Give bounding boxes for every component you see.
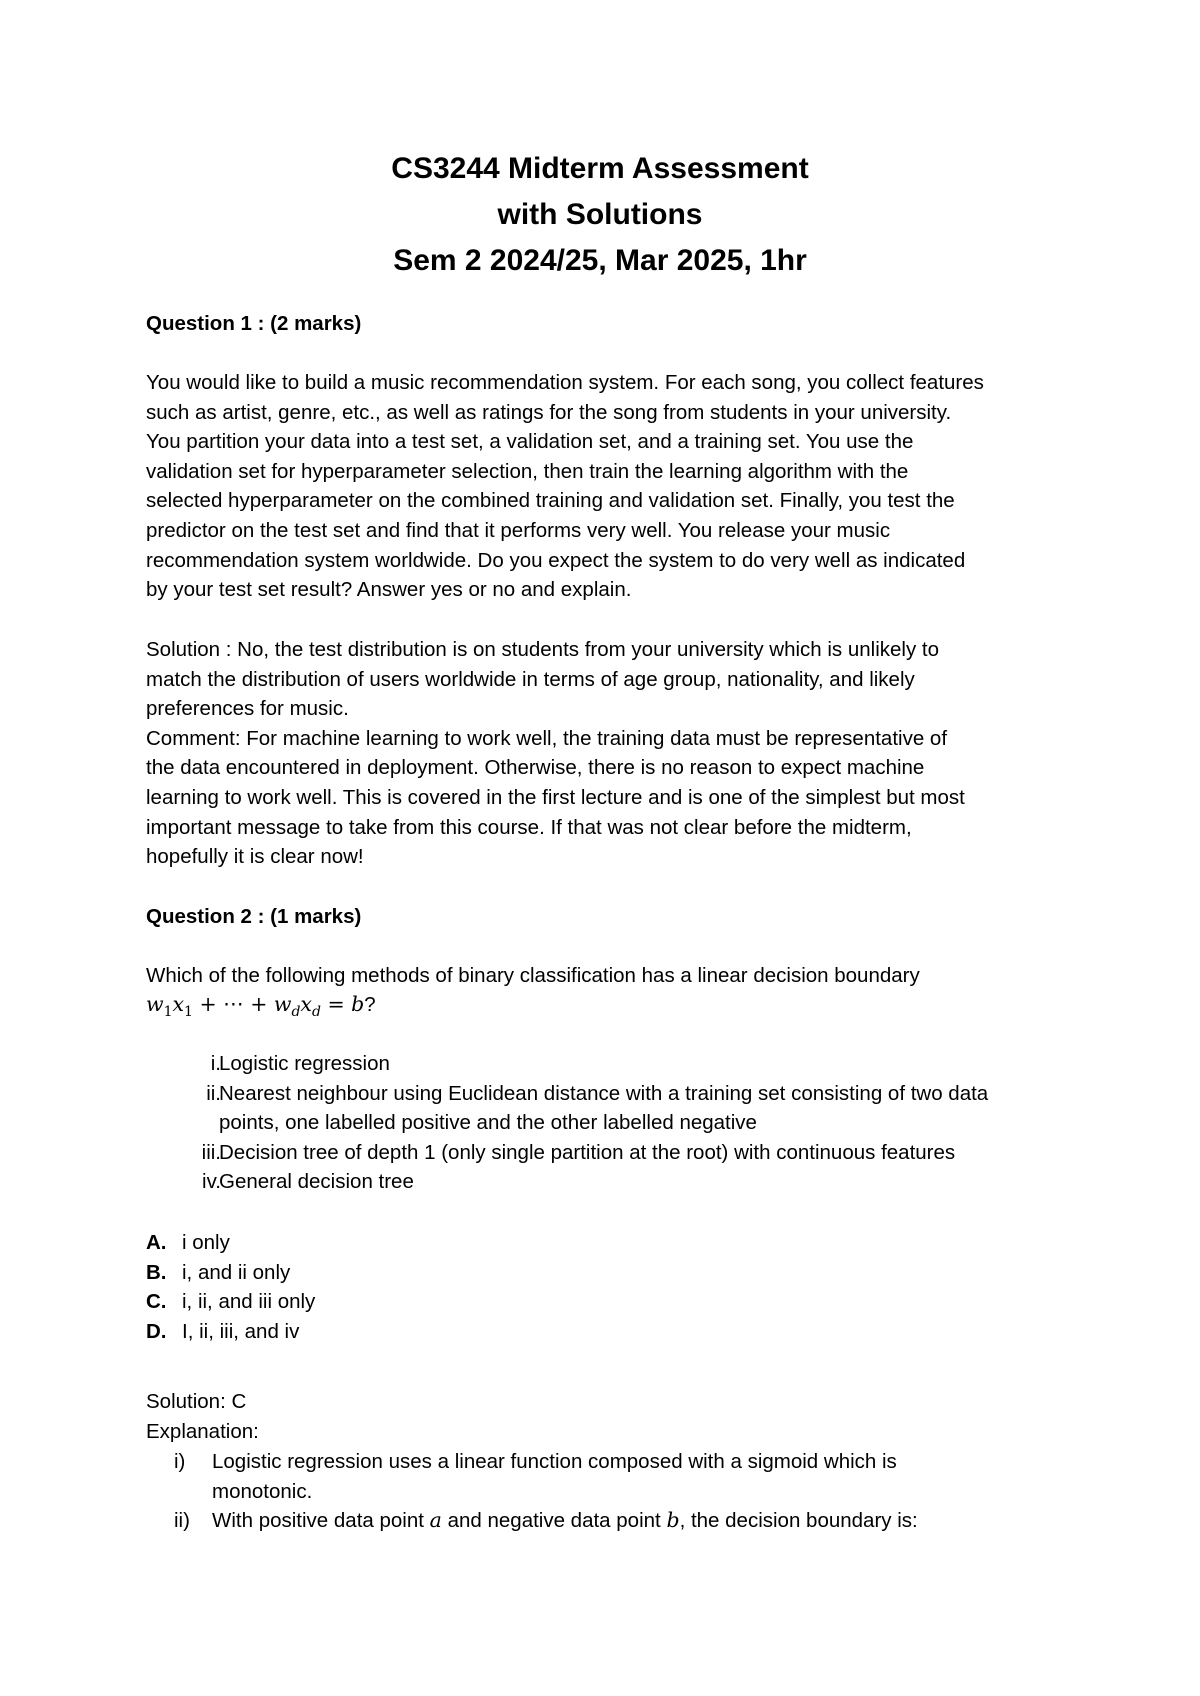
list-text: General decision tree <box>219 1170 414 1194</box>
formula-subscript: 1 <box>163 1004 173 1021</box>
formula-symbol: x <box>300 992 312 1016</box>
formula-subscript: d <box>311 1004 321 1021</box>
list-number: ii. <box>206 1081 221 1105</box>
option-b <box>146 1258 1046 1288</box>
text-line: recommendation system worldwide. Do you expect the system to do very well as indicated <box>146 548 966 572</box>
solution-answer: Solution: C <box>146 1390 247 1413</box>
list-text <box>212 1506 1086 1536</box>
list-text: Decision tree of depth 1 (only single partition at the root) with continuous features <box>219 1140 956 1164</box>
option-letter: C. <box>146 1290 167 1314</box>
list-number: i. <box>210 1052 221 1075</box>
formula-operator: + ⋯ + <box>192 992 274 1016</box>
option-a <box>146 1228 1046 1258</box>
text-line: selected hyperparameter on the combined training and validation set. Finally, you test the <box>146 489 955 513</box>
decision-boundary-formula <box>146 990 376 1028</box>
exam-details: Sem 2 2024/25, Mar 2025, 1hr <box>393 244 807 277</box>
option-text: i only <box>182 1231 230 1254</box>
formula-symbol: w <box>146 992 164 1016</box>
text-line: predictor on the test set and find that it performs very well. You release your music <box>146 518 891 542</box>
text-line: validation set for hyperparameter selection, then train the learning algorithm with the <box>146 459 909 483</box>
math-symbol: b <box>666 1508 680 1533</box>
list-text: Logistic regression <box>219 1052 390 1075</box>
option-text: i, ii, and iii only <box>182 1290 316 1314</box>
question-1-heading: Question 1 : (2 marks) <box>146 312 362 335</box>
formula-subscript: d <box>291 1004 301 1021</box>
method-list <box>146 1049 1086 1197</box>
list-item <box>146 1167 1086 1197</box>
explanation-list <box>146 1447 1086 1536</box>
text-line: such as artist, genre, etc., as well as ratings for the song from students in your university. <box>146 400 952 424</box>
option-text: I, ii, iii, and iv <box>182 1319 300 1343</box>
option-c <box>146 1287 1046 1317</box>
list-number: i) <box>174 1450 186 1473</box>
option-letter: D. <box>146 1319 167 1343</box>
list-item <box>146 1447 1086 1506</box>
question-1-body <box>146 368 1086 605</box>
list-number: iv. <box>202 1170 221 1194</box>
formula-symbol: b <box>351 992 365 1016</box>
question-2-heading: Question 2 : (1 marks) <box>146 905 362 928</box>
text-line: preferences for music. <box>146 697 349 721</box>
formula-symbol: w <box>273 992 292 1016</box>
question-2-prompt <box>146 961 1086 991</box>
text-line: match the distribution of users worldwide in terms of age group, nationality, and likely <box>146 667 915 691</box>
option-letter: B. <box>146 1260 167 1284</box>
formula-symbol: x <box>172 992 185 1016</box>
list-text: Logistic regression uses a linear function composed with a sigmoid which is <box>212 1450 897 1473</box>
option-d <box>146 1317 1046 1347</box>
list-number: iii. <box>201 1140 221 1164</box>
list-text: points, one labelled positive and the other labelled negative <box>219 1111 757 1135</box>
text-run: and negative data point <box>441 1509 667 1533</box>
question-1-solution <box>146 635 1086 872</box>
text-line: Comment: For machine learning to work well, the training data must be representative of <box>146 726 948 750</box>
document-title: CS3244 Midterm Assessment <box>391 152 809 185</box>
text-run: , the decision boundary is: <box>679 1509 918 1533</box>
text-line: You partition your data into a test set, a validation set, and a training set. You use the <box>146 430 914 454</box>
list-item <box>146 1049 1086 1079</box>
text-line: by your test set result? Answer yes or no and explain. <box>146 578 632 602</box>
list-text: Nearest neighbour using Euclidean distance with a training set consisting of two data <box>219 1081 989 1105</box>
formula-punctuation: ? <box>364 993 376 1016</box>
text-line: the data encountered in deployment. Otherwise, there is no reason to expect machine <box>146 756 925 780</box>
formula-operator: = <box>320 992 352 1016</box>
list-item <box>146 1079 1086 1138</box>
list-item <box>146 1506 1086 1536</box>
text-line: You would like to build a music recommendation system. For each song, you collect features <box>146 371 984 394</box>
formula-subscript: 1 <box>184 1004 193 1021</box>
text-run: With positive data point <box>212 1509 430 1533</box>
option-text: i, and ii only <box>182 1260 291 1284</box>
text-line: Which of the following methods of binary classification has a linear decision boundary <box>146 964 920 987</box>
text-line: important message to take from this course. If that was not clear before the midterm, <box>146 815 912 839</box>
document-subtitle: with Solutions <box>497 198 703 231</box>
list-text: monotonic. <box>212 1479 313 1503</box>
list-item <box>146 1138 1086 1168</box>
text-line: learning to work well. This is covered in the first lecture and is one of the simplest but most <box>146 785 965 809</box>
math-symbol: a <box>429 1508 442 1533</box>
explanation-label: Explanation: <box>146 1419 259 1443</box>
answer-options <box>146 1228 1046 1346</box>
question-2-solution <box>146 1387 1086 1446</box>
option-letter: A. <box>146 1231 167 1254</box>
text-line: Solution : No, the test distribution is on students from your university which is unlikely to <box>146 638 940 661</box>
text-line: hopefully it is clear now! <box>146 845 364 869</box>
list-number: ii) <box>174 1509 190 1533</box>
